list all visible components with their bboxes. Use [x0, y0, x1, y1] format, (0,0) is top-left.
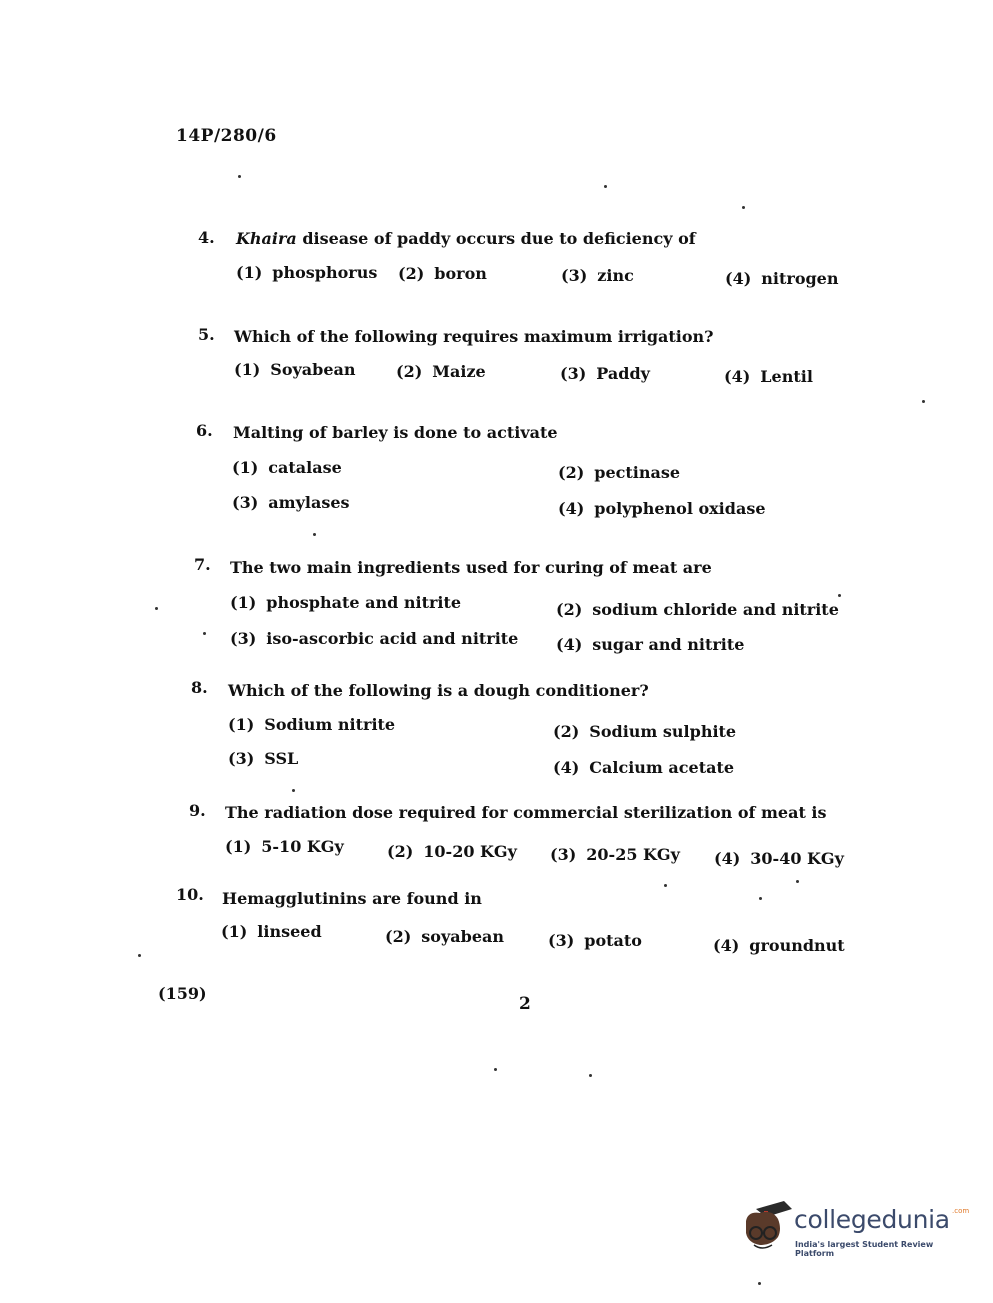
question-text: The two main ingredients used for curing of meat are	[230, 558, 712, 577]
question-number: 4.	[198, 228, 215, 247]
option: (2) sodium chloride and nitrite	[556, 600, 839, 619]
option: (3) amylases	[232, 493, 350, 512]
option: (4) groundnut	[713, 936, 845, 955]
footer-code: (159)	[158, 984, 207, 1003]
option: (1) phosphorus	[236, 263, 378, 282]
question-text: Hemagglutinins are found in	[222, 889, 482, 908]
option: (4) sugar and nitrite	[556, 635, 745, 654]
question-text: Which of the following requires maximum irrigation?	[234, 327, 714, 346]
scan-speck	[758, 1282, 761, 1285]
mascot-icon	[738, 1199, 794, 1259]
option: (3) potato	[548, 931, 642, 950]
question-number: 6.	[196, 421, 213, 440]
question-number: 9.	[189, 801, 206, 820]
page-number: 2	[519, 994, 531, 1014]
scan-speck	[922, 400, 925, 403]
question-number: 10.	[176, 885, 204, 904]
logo-wordmark: collegedunia	[794, 1205, 950, 1234]
question-number: 7.	[194, 555, 211, 574]
scan-speck	[138, 954, 141, 957]
scan-speck	[604, 185, 607, 188]
option: (2) boron	[398, 264, 487, 283]
scan-speck	[589, 1074, 592, 1077]
question-number: 5.	[198, 325, 215, 344]
scan-speck	[838, 594, 841, 597]
scan-speck	[313, 533, 316, 536]
option: (2) soyabean	[385, 927, 504, 946]
scan-speck	[759, 897, 762, 900]
scan-speck	[664, 884, 667, 887]
option: (1) Sodium nitrite	[228, 715, 396, 734]
option: (1) Soyabean	[234, 360, 356, 379]
option: (4) Lentil	[724, 367, 813, 386]
option: (1) catalase	[232, 458, 342, 477]
option: (2) 10-20 KGy	[387, 842, 517, 861]
option: (3) zinc	[561, 266, 634, 285]
question-text: The radiation dose required for commercial sterilization of meat is	[225, 803, 827, 822]
option: (1) phosphate and nitrite	[230, 593, 462, 612]
option: (4) 30-40 KGy	[714, 849, 844, 868]
option: (4) Calcium acetate	[553, 758, 735, 777]
option: (4) nitrogen	[725, 269, 839, 288]
collegedunia-logo	[738, 1197, 968, 1269]
question-text: Khaira disease of paddy occurs due to deficiency of	[236, 229, 696, 248]
paper-code: 14P/280/6	[176, 126, 277, 146]
question-text: Which of the following is a dough conditioner?	[228, 681, 649, 700]
question-number: 8.	[191, 678, 208, 697]
option: (2) pectinase	[558, 463, 681, 482]
option: (2) Maize	[396, 362, 486, 381]
scan-speck	[796, 880, 799, 883]
scan-speck	[203, 632, 206, 635]
logo-domain: .com	[952, 1207, 970, 1215]
option: (1) 5-10 KGy	[225, 837, 344, 856]
option: (3) iso-ascorbic acid and nitrite	[230, 629, 519, 648]
option: (3) SSL	[228, 749, 299, 768]
scan-speck	[494, 1068, 497, 1071]
logo-tagline: India's largest Student Review Platform	[795, 1240, 934, 1258]
scan-speck	[742, 206, 745, 209]
option: (4) polyphenol oxidase	[558, 499, 766, 518]
question-italic-term: Khaira	[236, 229, 297, 248]
scan-speck	[238, 175, 241, 178]
option: (2) Sodium sulphite	[553, 722, 737, 741]
option: (1) linseed	[221, 922, 322, 941]
option: (3) 20-25 KGy	[550, 845, 680, 864]
scan-speck	[155, 607, 158, 610]
option: (3) Paddy	[560, 364, 650, 383]
question-text: Malting of barley is done to activate	[233, 423, 558, 442]
scan-speck	[292, 789, 295, 792]
